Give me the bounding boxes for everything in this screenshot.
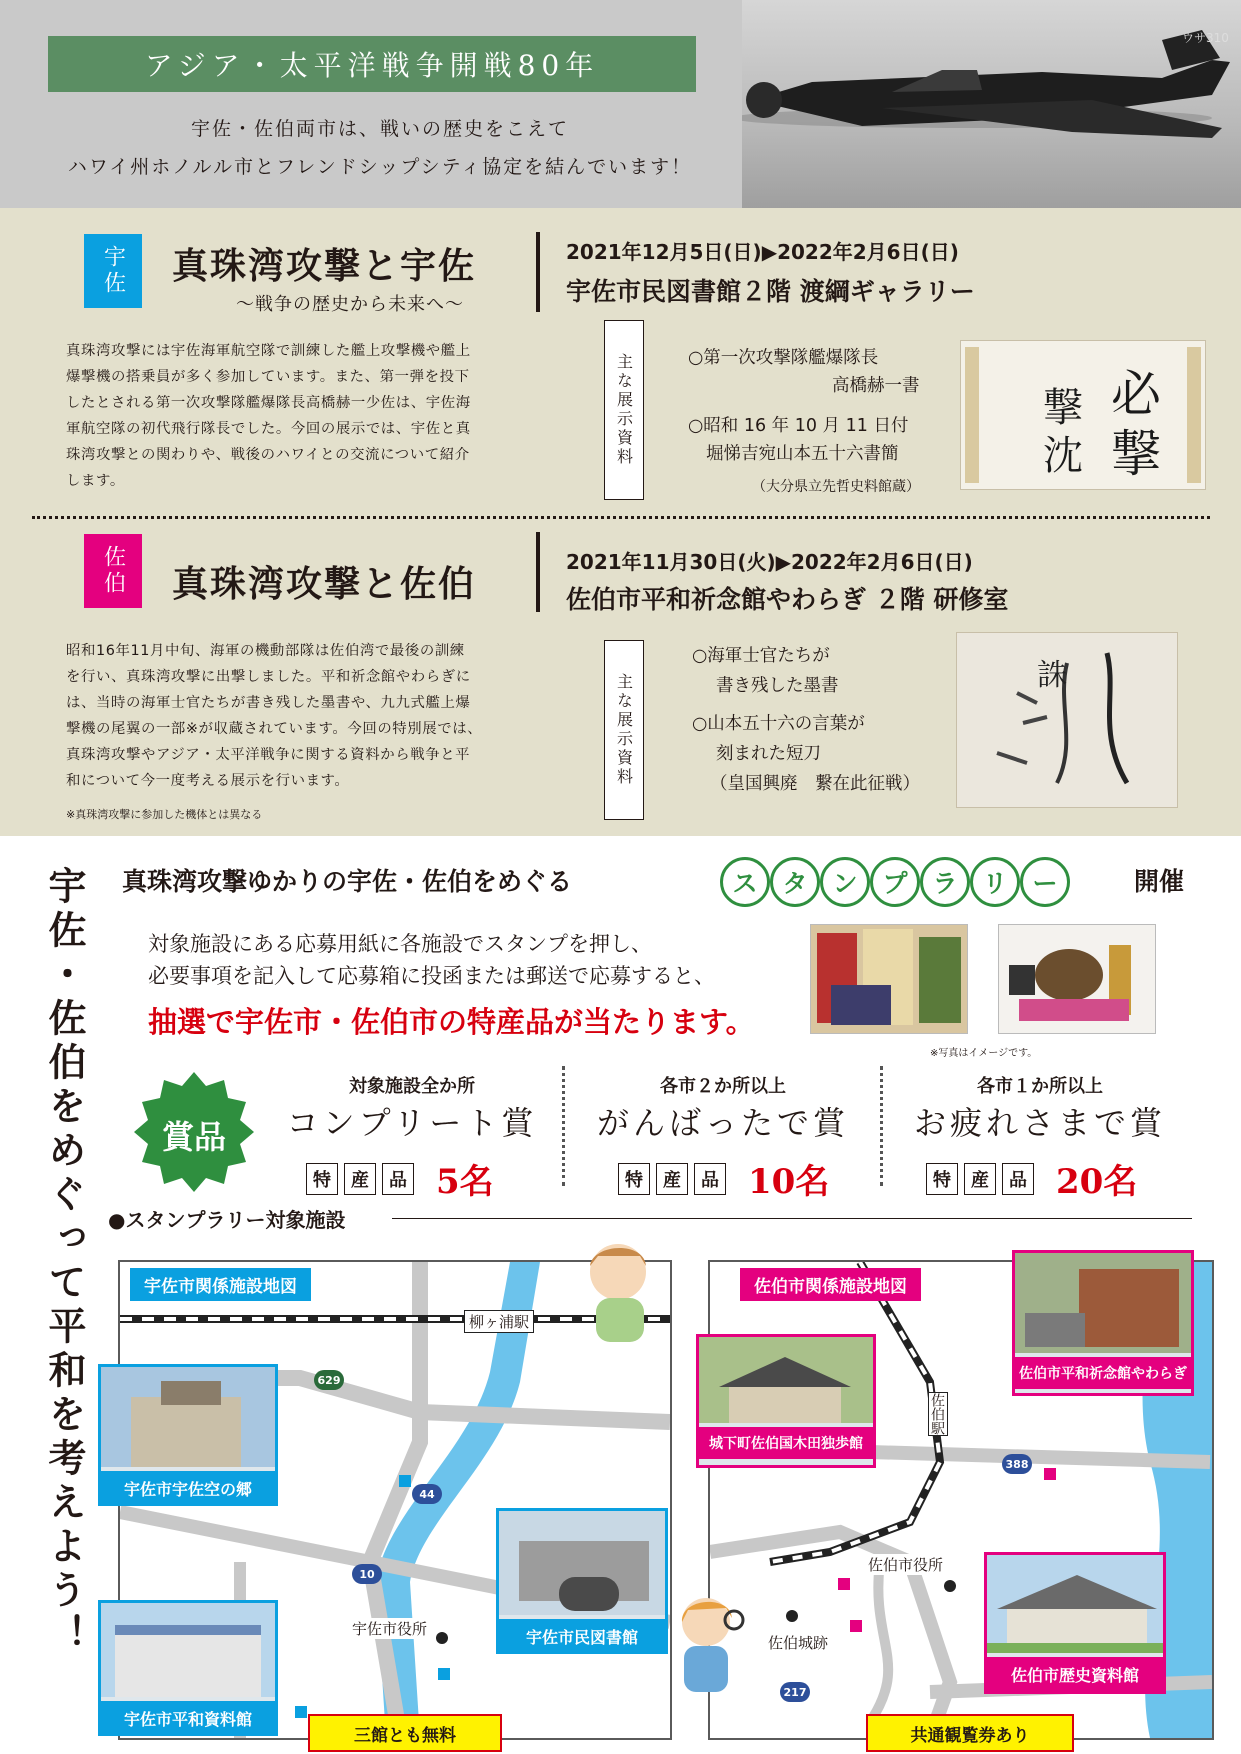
- svg-text:沈: 沈: [1043, 433, 1083, 479]
- body-line: 真珠湾攻撃やアジア・太平洋戦争に関する資料から戦争と平: [66, 747, 471, 763]
- usa-exhibit-title: 真珠湾攻撃と宇佐: [172, 246, 477, 287]
- divider: [880, 1066, 883, 1186]
- prize-reward: [618, 1154, 858, 1203]
- girl-with-magnifier-illustration: [670, 1588, 750, 1708]
- prize-reward: [926, 1154, 1180, 1203]
- station-label: 柳ヶ浦駅: [464, 1310, 534, 1333]
- prize-badge-label: 賞品: [161, 1118, 226, 1156]
- facility-caption: 宇佐市平和資料館: [101, 1701, 275, 1736]
- stamp-char: ン: [820, 857, 870, 907]
- body-line: 撃機の尾翼の一部※が収蔵されています。今回の特別展では、: [66, 721, 483, 737]
- route-217: 217: [780, 1682, 810, 1702]
- calligraphy-text: 必: [1111, 365, 1161, 423]
- tokusan-char: 品: [694, 1163, 726, 1195]
- header-line-2: ハワイ州ホノルル市とフレンドシップシティ協定を結んでいます！: [67, 156, 693, 178]
- tokusan-char: 品: [1002, 1163, 1034, 1195]
- tokusan-char: 産: [344, 1163, 376, 1195]
- body-line: 珠湾攻撃との関わりや、戦後のハワイとの交流について紹介: [66, 447, 470, 463]
- divider: [536, 232, 540, 312]
- facility-caption: 宇佐市宇佐空の郷: [101, 1471, 275, 1506]
- prize-condition: 各市２か所以上: [660, 1076, 786, 1097]
- body-line: 昭和16年11月中旬、海軍の機動部隊は佐伯湾で最後の訓練: [66, 643, 465, 659]
- river-label: 中江川: [1136, 1468, 1150, 1504]
- prize-count: 5名: [436, 1162, 494, 1202]
- svg-text:撃: 撃: [1111, 425, 1161, 483]
- tokusan-char: 産: [964, 1163, 996, 1195]
- usa-item-1: ○第一次攻撃隊艦爆隊長: [688, 348, 879, 368]
- body-line: したとされる第一次攻撃隊艦爆隊長高橋赫一少佐は、宇佐海: [66, 395, 471, 411]
- route-629: 629: [314, 1370, 344, 1390]
- tokusan-char: 品: [382, 1163, 414, 1195]
- usa-item-2b: 堀悌吉宛山本五十六書簡: [706, 444, 899, 464]
- materials-label: 主な展示資料: [604, 640, 644, 820]
- rally-heading: 真珠湾攻撃ゆかりの宇佐・佐伯をめぐる: [122, 867, 573, 896]
- body-line: 和について今一度考える展示を行います。: [66, 773, 350, 789]
- usa-exhibit-subtitle: 〜戦争の歴史から未来へ〜: [236, 294, 464, 315]
- calligraphy-scroll-photo: [960, 340, 1206, 490]
- saiki-badge: 佐伯: [84, 534, 142, 608]
- body-line: は、当時の海軍士官たちが書き残した墨書や、九九式艦上爆: [66, 695, 471, 711]
- rally-lottery-text: 抽選で宇佐市・佐伯市の特産品が当たります。: [148, 1005, 755, 1039]
- usa-item-2: ○昭和 16 年 10 月 11 日付: [688, 416, 909, 436]
- river-label: 中川: [978, 1482, 992, 1506]
- saiki-map-title: 佐伯市関係施設地図: [740, 1268, 921, 1301]
- divider: [562, 1066, 565, 1186]
- prize-complete: [282, 1072, 542, 1203]
- route-10: 10: [352, 1564, 382, 1584]
- tokusan-char: 特: [926, 1163, 958, 1195]
- saiki-footnote: ※真珠湾攻撃に参加した機体とは異なる: [66, 808, 263, 821]
- prize-condition: 対象施設全か所: [349, 1076, 475, 1097]
- city-hall-label: 宇佐市役所: [352, 1620, 428, 1638]
- route-44: 44: [412, 1484, 442, 1504]
- usa-item-1b: 高橋赫一書: [832, 376, 920, 396]
- ink-writing-photo: [956, 632, 1178, 808]
- body-line: 真珠湾攻撃には宇佐海軍航空隊で訓練した艦上攻撃機や艦上: [66, 343, 471, 359]
- divider: [536, 532, 540, 612]
- facility-caption: 城下町佐伯国木田独歩館: [699, 1427, 873, 1459]
- saiki-facility-card: [696, 1334, 876, 1468]
- prize-otsukare: [900, 1072, 1180, 1203]
- usa-free-note: 三館とも無料: [308, 1714, 502, 1752]
- saiki-item-1b: 書き残した墨書: [716, 676, 839, 696]
- river-label: 駅館川: [527, 1352, 542, 1391]
- prize-name: コンプリート賞: [286, 1104, 538, 1142]
- prize-condition: 各市１か所以上: [977, 1076, 1103, 1097]
- prize-count: 10名: [748, 1162, 830, 1202]
- route-388: 388: [1002, 1454, 1032, 1474]
- header-line-1: 宇佐・佐伯両市は、戦いの歴史をこえて: [190, 118, 569, 140]
- usa-facility-card: [98, 1364, 278, 1506]
- vertical-slogan: 宇佐・佐伯をめぐって平和を考えよう！: [42, 866, 87, 1658]
- saiki-body: [66, 638, 586, 794]
- facility-rule: [392, 1218, 1192, 1219]
- saiki-common-ticket-note: 共通観覧券あり: [866, 1714, 1074, 1752]
- kaisai-label: 開催: [1134, 867, 1185, 896]
- product-photo-1: [810, 924, 968, 1034]
- stamp-rally-logo: [720, 857, 1070, 907]
- stamp-char: ー: [1020, 857, 1070, 907]
- prize-name: お疲れさまで賞: [913, 1104, 1166, 1142]
- stamp-char: リ: [970, 857, 1020, 907]
- plane-code: ウサ310: [1182, 31, 1229, 45]
- prize-name: がんばったで賞: [596, 1104, 849, 1142]
- materials-label: 主な展示資料: [604, 320, 644, 500]
- saiki-item-2c: （皇国興廃 繋在此征戦）: [710, 774, 920, 794]
- prize-ganbatta: [588, 1072, 858, 1203]
- city-hall-label: 佐伯市役所: [868, 1556, 944, 1574]
- saiki-facility-card: [984, 1552, 1166, 1694]
- anniversary-banner: アジア・太平洋戦争開戦80年: [48, 36, 696, 92]
- saiki-exhibit-title: 真珠湾攻撃と佐伯: [172, 564, 477, 605]
- saiki-venue: 佐伯市平和祈念館やわらぎ ２階 研修室: [566, 585, 1009, 614]
- usa-map-title: 宇佐市関係施設地図: [130, 1268, 311, 1301]
- body-line: します。: [66, 473, 125, 489]
- girl-character-illustration: [578, 1236, 668, 1346]
- prize-count: 20名: [1056, 1162, 1138, 1202]
- stamp-char: ラ: [920, 857, 970, 907]
- stamp-char: タ: [770, 857, 820, 907]
- stamp-char: ス: [720, 857, 770, 907]
- rally-body-1: 対象施設にある応募用紙に各施設でスタンプを押し、: [148, 932, 652, 956]
- body-line: 軍航空隊の初代飛行隊長でした。今回の展示では、宇佐と真: [66, 421, 471, 437]
- zero-fighter-photo: [742, 0, 1241, 208]
- body-line: 爆撃機の搭乗員が多く参加しています。また、第一弾を投下: [66, 369, 470, 385]
- saiki-dates: 2021年11月30日(火)▶2022年2月6日(日): [566, 550, 973, 574]
- product-photo-2: [998, 924, 1156, 1034]
- tokusan-char: 特: [618, 1163, 650, 1195]
- tokusan-char: 特: [306, 1163, 338, 1195]
- stamp-char: プ: [870, 857, 920, 907]
- saiki-item-1: ○海軍士官たちが: [692, 646, 830, 666]
- usa-dates: 2021年12月5日(日)▶2022年2月6日(日): [566, 240, 959, 264]
- body-line: を行い、真珠湾攻撃に出撃しました。平和祈念館やわらぎに: [66, 669, 471, 685]
- station-label: 佐伯駅: [928, 1392, 948, 1436]
- usa-body: [66, 338, 586, 494]
- castle-label: 佐伯城跡: [768, 1634, 829, 1652]
- rally-body-2: 必要事項を記入して応募箱に投函または郵送で応募すると、: [148, 964, 715, 988]
- saiki-facility-card: [1012, 1250, 1194, 1396]
- usa-badge: 宇佐: [84, 234, 142, 308]
- section-divider: [32, 516, 1210, 519]
- usa-facility-card: [98, 1600, 278, 1736]
- saiki-item-2: ○山本五十六の言葉が: [692, 714, 865, 734]
- tokusan-char: 産: [656, 1163, 688, 1195]
- facility-caption: 宇佐市民図書館: [499, 1619, 665, 1654]
- facility-heading: ●スタンプラリー対象施設: [108, 1208, 346, 1232]
- facility-caption: 佐伯市平和祈念館やわらぎ: [1015, 1357, 1191, 1389]
- svg-text:誅: 誅: [1037, 658, 1067, 693]
- svg-text:撃: 撃: [1043, 385, 1083, 431]
- usa-venue: 宇佐市民図書館２階 渡綱ギャラリー: [566, 277, 975, 306]
- photo-note: ※写真はイメージです。: [930, 1048, 1038, 1059]
- facility-caption: 佐伯市歴史資料館: [987, 1657, 1163, 1692]
- prize-badge: [132, 1070, 256, 1194]
- usa-facility-card: [496, 1508, 668, 1654]
- saiki-item-2b: 刻まれた短刀: [716, 744, 821, 764]
- usa-credit: （大分県立先哲史料館蔵）: [752, 479, 920, 495]
- prize-reward: [306, 1154, 542, 1203]
